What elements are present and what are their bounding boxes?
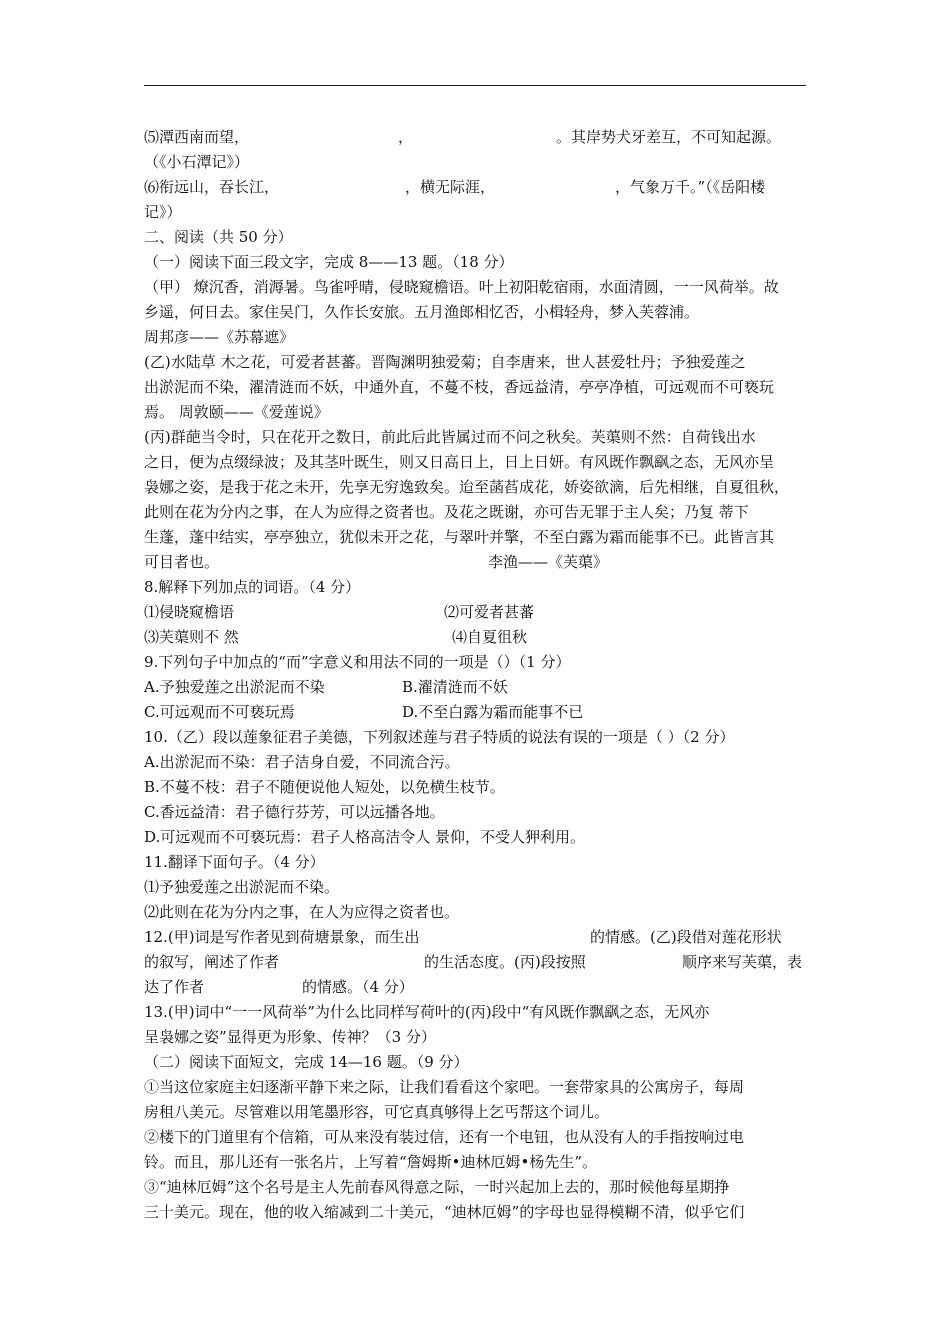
subsection-heading: （二）阅读下面短文，完成 14—16 题。（9 分） <box>144 1053 469 1071</box>
option: C.香远益清：君子德行芬芳，可以远播各地。 <box>144 803 445 821</box>
text-line: 的生活态度。(丙)段按照 <box>424 953 586 971</box>
text-line: 顺序来写芙蕖，表 <box>682 953 803 971</box>
text-line: ⑴侵晓窥檐语 <box>144 603 235 621</box>
text-line: 达了作者 <box>144 978 205 996</box>
text-line: ②楼下的门道里有个信箱，可从来没有装过信，还有一个电钮，也从没有人的手指按响过电 <box>144 1128 745 1146</box>
text-line: ，横无际涯， <box>405 178 496 196</box>
text-line: 此则在花为分内之事，在人为应得之资者也。及花之既谢，亦可告无罪于主人矣；乃复 蒂下 <box>144 503 749 521</box>
option: B.不蔓不枝：君子不随便说他人短处，以免横生枝节。 <box>144 778 505 796</box>
text-line: 的情感。（4 分） <box>302 978 414 996</box>
text-line: 的叙写，阐述了作者 <box>144 953 280 971</box>
text-line: 的情感。(乙)段借对莲花形状 <box>590 928 782 946</box>
text-line: ③“迪林厄姆”这个名号是主人先前春风得意之际，一时兴起加上去的，那时候他每星期挣 <box>144 1178 730 1196</box>
question: 11.翻译下面句子。（4 分） <box>144 853 325 871</box>
text-line: 。其岸势犬牙差互，不可知起源。 <box>556 128 782 146</box>
question: 13.(甲)词中“一一风荷举”为什么比同样写荷叶的(丙)段中“有风既作飘飖之态，无风亦 <box>144 1003 710 1021</box>
subsection-heading: （一）阅读下面三段文字，完成 8——13 题。（18 分） <box>144 253 514 271</box>
text-line: ⑶芙蕖则不 然 <box>144 628 239 646</box>
text-line: ⑸潭西南而望， <box>144 128 250 146</box>
text-line: (丙)群葩当令时，只在花开之数日，前此后此皆属过而不问之秋矣。芙蕖则不然：自荷钱出水 <box>144 428 756 446</box>
question: 10.（乙）段以莲象征君子美德，下列叙述莲与君子特质的说法有误的一项是（ ）（2 分） <box>144 728 735 746</box>
text-line: ，气象万千。”（《岳阳楼 <box>615 178 766 196</box>
text-line: （《小石潭记》） <box>144 153 250 171</box>
section-heading: 二、阅读（共 50 分） <box>144 228 293 246</box>
text-line: 三十美元。现在，他的收入缩减到二十美元，“迪林厄姆”的字母也显得模糊不清，似乎它们 <box>144 1203 745 1221</box>
text-line: ①当这位家庭主妇逐渐平静下来之际，让我们看看这个家吧。一套带家具的公寓房子，每周 <box>144 1078 745 1096</box>
text-line: ⑵可爱者甚蕃 <box>444 603 535 621</box>
text-line: ， <box>398 128 414 146</box>
text-line: ⑵此则在花为分内之事，在人为应得之资者也。 <box>144 903 460 921</box>
text-line: 记》） <box>144 203 182 221</box>
text-line: 袅娜之姿，是我于花之未开，先享无穷逸致矣。迨至菡萏成花，娇姿欲滴，后先相继，自夏徂秋， <box>144 478 790 496</box>
option: A.予独爱莲之出淤泥而不染 <box>144 678 325 696</box>
text-line: 焉。 周敦颐——《爱莲说》 <box>144 403 329 421</box>
option: D.不至白露为霜而能事不已 <box>402 703 584 721</box>
text-line: （甲） 燎沉香，消溽暑。鸟雀呼晴，侵晓窥檐语。叶上初阳乾宿雨，水面清圆，一一风荷举。故 <box>144 278 779 296</box>
text-line: 呈袅娜之姿”显得更为形象、传神？（3 分） <box>144 1028 436 1046</box>
option: C.可远观而不可亵玩焉 <box>144 703 295 721</box>
text-line: 可目者也。 <box>144 553 220 571</box>
text-line: 出淤泥而不染，濯清涟而不妖，中通外直，不蔓不枝，香远益清，亭亭净植，可远观而不可亵玩 <box>144 378 775 396</box>
text-line: 之日，便为点缀绿波；及其茎叶既生，则又日高日上，日上日妍。有风既作飘飖之态，无风亦呈 <box>144 453 775 471</box>
text-line: 房租八美元。尽管难以用笔墨形容，可它真真够得上乞丐帮这个词儿。 <box>144 1103 610 1121</box>
question: 12.(甲)词是写作者见到荷塘景象，而生出 <box>144 928 420 946</box>
option: B.濯清涟而不妖 <box>402 678 508 696</box>
question: 8.解释下列加点的词语。（4 分） <box>144 578 361 596</box>
text-line: 铃。而且，那儿还有一张名片，上写着“詹姆斯•迪林厄姆•杨先生”。 <box>144 1153 598 1171</box>
text-line: 生蓬，蓬中结实，亭亭独立，犹似未开之花，与翠叶并擎，不至白露为霜而能事不已。此皆言其 <box>144 528 775 546</box>
option: D.可远观而不可亵玩焉：君子人格高洁令人 景仰，不受人狎利用。 <box>144 828 586 846</box>
text-line: (乙)水陆草 木之花，可爱者甚蕃。晋陶渊明独爱菊；自李唐来，世人甚爱牡丹；予独爱莲之 <box>144 353 746 371</box>
text-line: ⑷自夏徂秋 <box>452 628 528 646</box>
text-line: 周邦彦——《苏幕遮》 <box>144 328 295 346</box>
header-rule <box>144 85 806 86</box>
text-line: ⑴予独爱莲之出淤泥而不染。 <box>144 878 340 896</box>
text-line: 乡遥，何日去。家住吴门，久作长安旅。五月渔郎相忆否，小楫轻舟，梦入芙蓉浦。 <box>144 303 700 321</box>
option: A.出淤泥而不染：君子洁身自爱，不同流合污。 <box>144 753 460 771</box>
question: 9.下列句子中加点的“而”字意义和用法不同的一项是（）（1 分） <box>144 653 571 671</box>
text-line: ⑹衔远山，吞长江， <box>144 178 280 196</box>
text-line: 李渔——《芙蕖》 <box>488 553 609 571</box>
